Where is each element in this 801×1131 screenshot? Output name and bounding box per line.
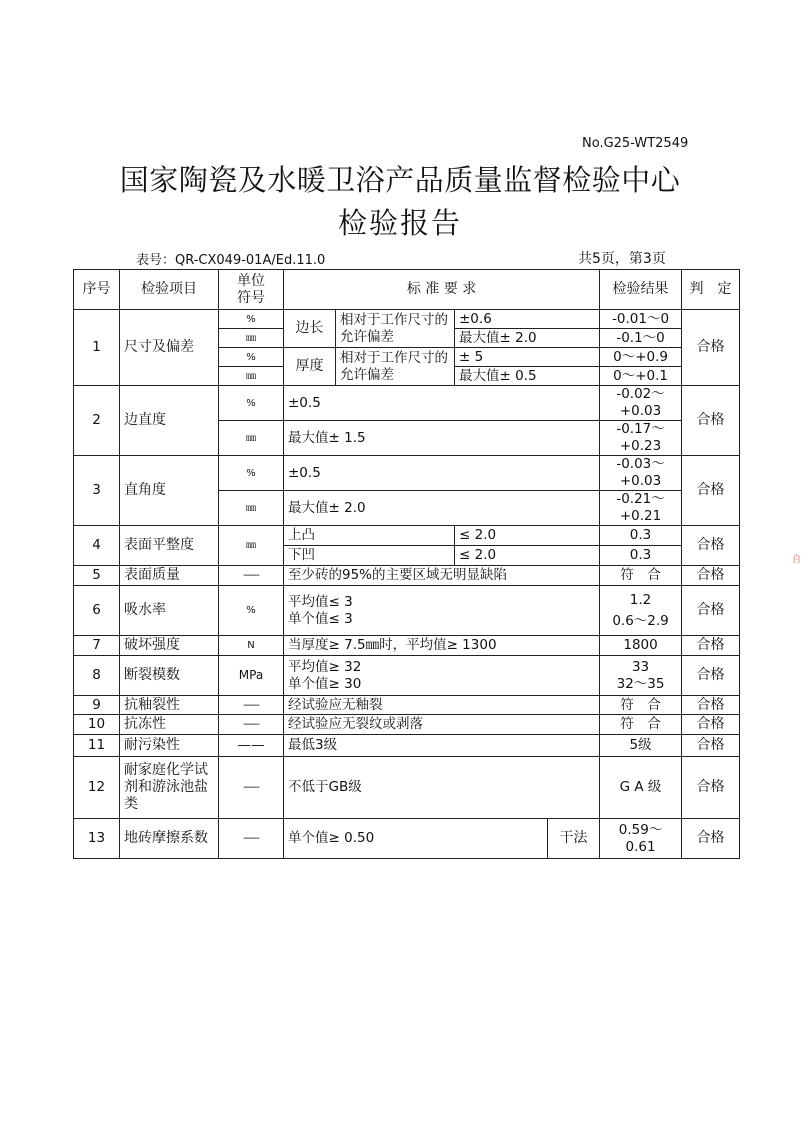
page-info: 共5页，第3页 (578, 251, 666, 267)
row-unit: —— (219, 735, 284, 757)
row-result: 符 合 (600, 566, 682, 586)
thickness-tolerance-label: 相对于工作尺寸的允许偏差 (336, 348, 455, 386)
table-row (74, 735, 740, 757)
inspection-table (73, 269, 740, 859)
row-result: 1800 (600, 636, 682, 656)
row-item: 耐污染性 (120, 735, 219, 757)
table-row (74, 636, 740, 656)
row-unit: ㎜ (219, 329, 284, 348)
result-range: 0.6～2.9 (612, 612, 669, 629)
row-result: 0.59～0.61 (600, 819, 682, 859)
row-unit: ------ (219, 696, 284, 715)
row-unit: ------ (219, 757, 284, 819)
table-row (74, 656, 740, 696)
row-result: -0.01～0 (600, 310, 682, 329)
row-unit: MPa (219, 656, 284, 696)
row-standard (284, 656, 600, 696)
row-judge: 合格 (682, 456, 740, 526)
result-range: 32～35 (616, 675, 665, 692)
row-judge: 合格 (682, 735, 740, 757)
row-unit: ㎜ (219, 491, 284, 526)
row-judge: 合格 (682, 656, 740, 696)
row-seq: 1 (74, 310, 120, 386)
row-unit: ㎜ (219, 367, 284, 386)
edge-label: 边长 (284, 310, 336, 348)
page-title: 国家陶瓷及水暖卫浴产品质量监督检验中心 (119, 163, 681, 197)
row-result: 0.3 (600, 546, 682, 566)
header-judge: 判 定 (682, 270, 740, 310)
row-standard: 经试验应无裂纹或剥落 (284, 715, 600, 735)
row-standard: 最大值± 2.0 (284, 491, 600, 526)
row-seq: 11 (74, 735, 120, 757)
row-unit: ------ (219, 566, 284, 586)
row-judge: 合格 (682, 386, 740, 456)
row-unit: ㎜ (219, 526, 284, 566)
std-single: 单个值≥ 30 (288, 675, 362, 692)
table-row (74, 526, 740, 546)
row-unit: % (219, 586, 284, 636)
concave-limit: ≤ 2.0 (455, 546, 600, 566)
row-result: -0.03～+0.03 (600, 456, 682, 491)
row-standard: 经试验应无釉裂 (284, 696, 600, 715)
row-judge: 合格 (682, 636, 740, 656)
convex-label: 上凸 (284, 526, 455, 546)
row-seq: 8 (74, 656, 120, 696)
row-seq: 4 (74, 526, 120, 566)
row-judge: 合格 (682, 819, 740, 859)
row-result: G A 级 (600, 757, 682, 819)
row-result: 0～+0.1 (600, 367, 682, 386)
row-item: 尺寸及偏差 (120, 310, 219, 386)
table-row (74, 310, 740, 329)
row-judge: 合格 (682, 715, 740, 735)
std-single: 单个值≤ 3 (288, 610, 353, 627)
header-unit: 单位 符号 (219, 270, 284, 310)
row-item: 边直度 (120, 386, 219, 456)
convex-limit: ≤ 2.0 (455, 526, 600, 546)
row-result: -0.21～+0.21 (600, 491, 682, 526)
row-unit: % (219, 386, 284, 421)
row-judge: 合格 (682, 566, 740, 586)
side-mark: 自 (792, 555, 801, 565)
row-standard: ±0.6 (455, 310, 600, 329)
row-judge: 合格 (682, 586, 740, 636)
row-seq: 2 (74, 386, 120, 456)
table-header-row (74, 270, 740, 310)
table-row (74, 586, 740, 636)
row-unit: N (219, 636, 284, 656)
header-result: 检验结果 (600, 270, 682, 310)
row-result: -0.17～+0.23 (600, 421, 682, 456)
row-result: -0.1～0 (600, 329, 682, 348)
row-standard: 最大值± 0.5 (455, 367, 600, 386)
table-row (74, 386, 740, 421)
table-row (74, 566, 740, 586)
row-unit: ㎜ (219, 421, 284, 456)
test-method: 干法 (548, 819, 600, 859)
header-seq: 序号 (74, 270, 120, 310)
row-seq: 9 (74, 696, 120, 715)
row-item: 地砖摩擦系数 (120, 819, 219, 859)
row-seq: 7 (74, 636, 120, 656)
row-item: 断裂模数 (120, 656, 219, 696)
row-standard: 至少砖的95%的主要区域无明显缺陷 (284, 566, 600, 586)
row-standard: ± 5 (455, 348, 600, 367)
row-standard: 最大值± 2.0 (455, 329, 600, 348)
row-standard: 最低3级 (284, 735, 600, 757)
row-item: 抗冻性 (120, 715, 219, 735)
row-seq: 13 (74, 819, 120, 859)
table-row (74, 757, 740, 819)
row-result: 符 合 (600, 715, 682, 735)
row-seq: 6 (74, 586, 120, 636)
row-unit: % (219, 348, 284, 367)
row-result: -0.02～+0.03 (600, 386, 682, 421)
row-result: 0～+0.9 (600, 348, 682, 367)
row-result: 5级 (600, 735, 682, 757)
row-item: 抗釉裂性 (120, 696, 219, 715)
row-item: 破坏强度 (120, 636, 219, 656)
row-judge: 合格 (682, 310, 740, 386)
result-average: 33 (631, 658, 650, 675)
header-standard: 标 准 要 求 (284, 270, 600, 310)
row-standard: 当厚度≥ 7.5㎜时，平均值≥ 1300 (284, 636, 600, 656)
header-item: 检验项目 (120, 270, 219, 310)
row-standard: 不低于GB级 (284, 757, 600, 819)
row-result (600, 656, 682, 696)
row-judge: 合格 (682, 757, 740, 819)
row-item: 表面质量 (120, 566, 219, 586)
form-number: 表号：QR-CX049-01A/Ed.11.0 (136, 253, 326, 268)
page-subtitle: 检验报告 (337, 206, 462, 240)
row-result: 符 合 (600, 696, 682, 715)
table-row (74, 696, 740, 715)
table-row (74, 819, 740, 859)
row-seq: 5 (74, 566, 120, 586)
row-unit: ------ (219, 715, 284, 735)
row-unit: ------ (219, 819, 284, 859)
row-item: 吸水率 (120, 586, 219, 636)
std-average: 平均值≥ 32 (288, 658, 362, 675)
row-standard: 最大值± 1.5 (284, 421, 600, 456)
row-judge: 合格 (682, 696, 740, 715)
table-row (74, 715, 740, 735)
row-unit: % (219, 456, 284, 491)
edge-tolerance-label: 相对于工作尺寸的允许偏差 (336, 310, 455, 348)
result-average: 1.2 (629, 591, 652, 608)
row-result: 0.3 (600, 526, 682, 546)
table-row (74, 456, 740, 491)
row-standard: 单个值≥ 0.50 (284, 819, 548, 859)
row-result (600, 586, 682, 636)
std-average: 平均值≤ 3 (288, 593, 353, 610)
row-unit: % (219, 310, 284, 329)
row-seq: 3 (74, 456, 120, 526)
row-seq: 12 (74, 757, 120, 819)
row-standard (284, 586, 600, 636)
row-standard: ±0.5 (284, 386, 600, 421)
row-item: 直角度 (120, 456, 219, 526)
row-standard: ±0.5 (284, 456, 600, 491)
thickness-label: 厚度 (284, 348, 336, 386)
row-judge: 合格 (682, 526, 740, 566)
concave-label: 下凹 (284, 546, 455, 566)
row-seq: 10 (74, 715, 120, 735)
row-item: 耐家庭化学试剂和游泳池盐类 (120, 757, 219, 819)
report-number: No.G25-WT2549 (582, 136, 689, 151)
row-item: 表面平整度 (120, 526, 219, 566)
